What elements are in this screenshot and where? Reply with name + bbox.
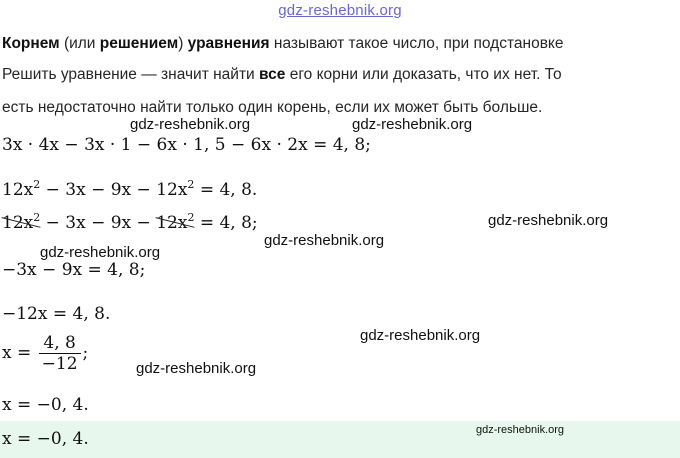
denominator: −12: [39, 353, 81, 374]
watermark: gdz-reshebnik.org: [40, 244, 161, 261]
exponent: 2: [187, 178, 195, 191]
fraction: [39, 333, 81, 374]
watermark: gdz-reshebnik.org: [130, 116, 251, 133]
semicolon: ;: [82, 343, 89, 363]
step-5-equation: −12x = 4, 8.: [2, 304, 111, 324]
intro-line-1: [2, 35, 678, 53]
term-equation: уравнения: [187, 35, 270, 52]
exponent: 2: [33, 178, 41, 191]
term: 12x: [2, 180, 34, 200]
watermark: gdz-reshebnik.org: [136, 360, 257, 377]
step-7-equation: x = −0, 4.: [2, 395, 89, 415]
exponent: 2: [33, 211, 41, 224]
step-1-equation: 3x · 4x − 3x · 1 − 6x · 1, 5 − 6x · 2x = 4, 8;: [2, 135, 371, 155]
text: его корни или доказать, что их нет. То: [285, 66, 562, 83]
text: Решить уравнение — значит найти: [2, 66, 260, 83]
answer-equation: x = −0, 4.: [2, 429, 89, 449]
lhs: x =: [2, 343, 32, 363]
text: ): [178, 35, 188, 52]
text: называют такое число, при подстановке: [269, 35, 564, 52]
watermark: gdz-reshebnik.org: [488, 212, 609, 229]
answer-highlight: [0, 421, 680, 458]
term: = 4, 8.: [194, 180, 258, 200]
step-3-equation: [2, 213, 258, 233]
term-all: все: [259, 66, 286, 83]
intro-line-2: [2, 66, 678, 84]
watermark: gdz-reshebnik.org: [476, 424, 565, 436]
step-6-equation: [2, 333, 88, 374]
watermark: gdz-reshebnik.org: [360, 327, 481, 344]
text: (или: [59, 35, 100, 52]
intro-line-3: есть недостаточно найти только один корень, если их может быть больше.: [2, 99, 543, 116]
term: = 4, 8;: [194, 213, 258, 233]
step-2-equation: [2, 180, 257, 200]
exponent: 2: [187, 211, 195, 224]
cancelled-term: [156, 213, 194, 233]
numerator: 4, 8: [43, 333, 76, 353]
watermark: gdz-reshebnik.org: [352, 116, 473, 133]
term: 12x: [2, 213, 34, 233]
cancelled-term: [2, 213, 40, 233]
term: − 3x − 9x − 12x: [40, 180, 188, 200]
header-watermark: gdz-reshebnik.org: [278, 2, 402, 19]
term: − 3x − 9x −: [40, 213, 157, 233]
term-root: Корнем: [2, 35, 60, 52]
watermark: gdz-reshebnik.org: [264, 232, 385, 249]
step-4-equation: −3x − 9x = 4, 8;: [2, 260, 146, 280]
term: 12x: [156, 213, 188, 233]
term-solution: решением: [99, 35, 179, 52]
